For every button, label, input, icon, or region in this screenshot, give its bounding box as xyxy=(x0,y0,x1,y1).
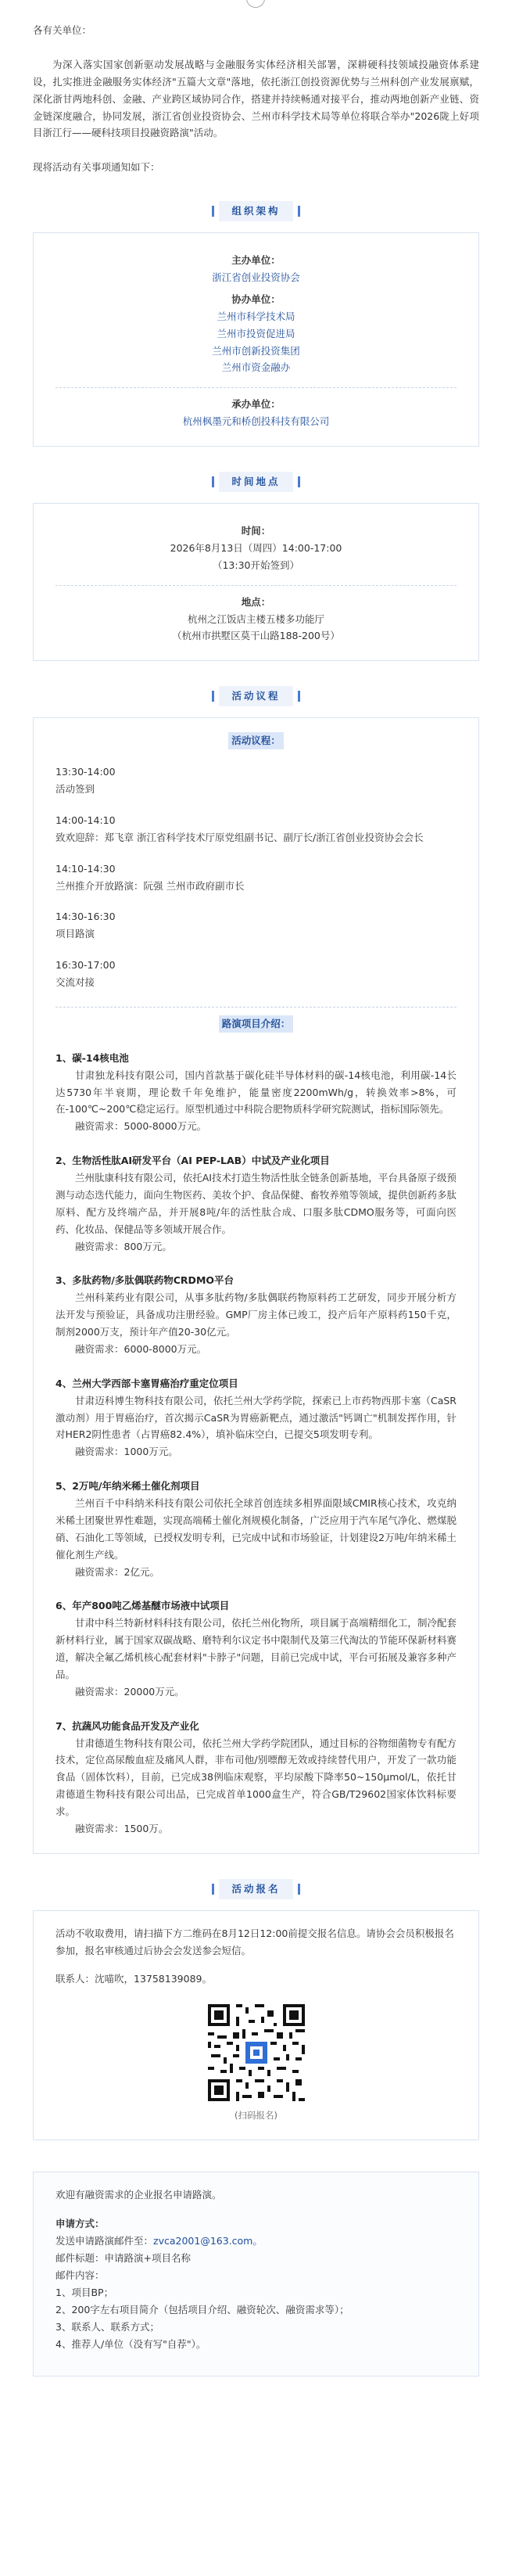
location-label: 地点： xyxy=(241,595,271,608)
agenda-time: 14:30-16:30 xyxy=(55,911,116,923)
notice-line: 现将活动有关事项通知如下： xyxy=(33,161,160,174)
agenda-desc: 致欢迎辞：郑飞章 浙江省科学技术厅原党组副书记、副厅长/浙江省创业投资协会会长 xyxy=(55,831,424,843)
agenda-sublabel: 活动议程： xyxy=(228,732,284,749)
project-demand: 融资需求：1500万。 xyxy=(75,1822,169,1834)
agenda-desc: 兰州推介开放路演：阮强 兰州市政府副市长 xyxy=(55,879,245,892)
title-tick-right xyxy=(298,691,300,702)
registration-box xyxy=(33,1910,479,2140)
divider xyxy=(55,387,457,388)
email-address[interactable]: zvca2001@163.com。 xyxy=(153,2235,263,2247)
project-item xyxy=(55,1718,457,1838)
agenda-item xyxy=(55,908,457,943)
project-title: 2、生物活性肽AI研发平台（AI PEP-LAB）中试及产业化项目 xyxy=(55,1155,330,1167)
section-organization-title xyxy=(0,201,512,221)
intro-paragraph: 为深入落实国家创新驱动发展战略与金融服务实体经济相关部署，深耕硬科技领域投融资体系建设，扎实推进金融服务实体经济"五篇大文章"落地，依托浙江创投资源优势与兰州科创产业发展禀赋，深化浙甘两地科创、金融、产业跨区域协同合作，搭建并持续畅通对接平台，推动两地创新产业链、资金链深度融合，协同发展，浙江省创业投资协会、兰州市科学技术局等单位将联合举办"2026陇上好项目浙江行——硬科技项目投融资路演"活动。 xyxy=(33,58,479,139)
agenda-item xyxy=(55,812,457,846)
project-body: 兰州科莱药业有限公司，从事多肽药物/多肽偶联药物原料药工艺研发，同步开展分析方法开发与预验证，具备成功注册经验。GMP厂房主体已竣工，投产后年产原料药150千克，制剂2000万支，预计年产值20-30亿元。 xyxy=(55,1292,457,1338)
email-content-item: 3、联系人、联系方式； xyxy=(55,2320,159,2333)
agenda-time: 13:30-14:00 xyxy=(55,766,116,778)
email-content-item: 4、推荐人/单位（没有写"自荐"）。 xyxy=(55,2337,206,2350)
divider xyxy=(55,1007,457,1008)
project-item xyxy=(55,1272,457,1357)
co-host-1: 兰州市科学技术局 xyxy=(217,310,295,322)
project-title: 4、兰州大学西部卡塞胃癌治疗重定位项目 xyxy=(55,1377,238,1389)
project-body: 兰州肽康科技有限公司，依托AI技术打造生物活性肽全链条创新基地，平台具备原子级预测与动态迭代能力，面向生物医药、美妆个护、食品保健、畜牧养殖等领域，提供创新药多肽原料、配方及终端产品，并开展8吨/年的活性肽合成、口服多肽CDMO服务等，可面向医药、化妆品、保健品等多领域开展合作。 xyxy=(55,1172,457,1235)
time-location-box xyxy=(33,503,479,661)
project-body: 甘肃独龙科技有限公司，国内首款基于碳化硅半导体材料的碳-14核电池，利用碳-14长达5730年半衰期，理论数千年免维护，能量密度2200mWh/g，转换效率>8%，可在-100℃~200℃稳定运行。原型机通过中科院合肥物质科学研究院测试，指标国际领先。 xyxy=(55,1069,457,1116)
agenda-time: 16:30-17:00 xyxy=(55,959,116,972)
greeting: 各有关单位： xyxy=(33,24,92,36)
project-item xyxy=(55,1597,457,1700)
project-body: 兰州百千中科纳米科技有限公司依托全球首创连续多相界面限域CMIR核心技术，攻克纳米稀土团聚世界性难题，实现高端稀土催化剂规模化制备，广泛应用于汽车尾气净化、燃煤脱硝、石油化工等领域，已授权发明专利，已完成中试和市场验证，计划建设2万吨/年纳米稀土催化剂生产线。 xyxy=(55,1497,457,1561)
registration-text: 活动不收取费用，请扫描下方二维码在8月12日12:00前提交报名信息。请协会会员积极报名参加，报名审核通过后协会会发送参会短信。 xyxy=(55,1927,454,1956)
qr-code-icon[interactable] xyxy=(205,2001,308,2104)
divider xyxy=(55,585,457,586)
agenda-desc: 项目路演 xyxy=(55,928,95,940)
co-host-label: 协办单位： xyxy=(231,293,281,305)
organization-box xyxy=(33,232,479,447)
project-body: 甘肃中科兰特新材料科技有限公司，依托兰州化物所，项目属于高端精细化工，制冷配套新材料行业，属于国家双碳战略、磨特利尔议定书中限制代及第三代淘汰的节能环保新材料赛道，解决全氟乙烯机核心配套材料"卡脖子"问题，目前已完成中试，平台可拓展及兼容多种产品。 xyxy=(55,1617,457,1680)
agenda-desc: 活动签到 xyxy=(55,783,95,795)
section-agenda-title xyxy=(0,686,512,706)
title-tick-right xyxy=(298,476,300,487)
project-demand: 融资需求：6000-8000万元。 xyxy=(75,1342,207,1355)
location-address: （杭州市拱墅区莫干山路188-200号） xyxy=(172,630,340,642)
project-item xyxy=(55,1478,457,1580)
apply-method-title: 申请方式： xyxy=(55,2218,105,2230)
organizer-name: 杭州枫墨元和桥创投科技有限公司 xyxy=(182,415,330,428)
project-demand: 融资需求：20000万元。 xyxy=(75,1685,184,1698)
projects-sublabel: 路演项目介绍： xyxy=(219,1015,294,1033)
host-label: 主办单位： xyxy=(231,254,281,267)
project-title: 5、2万吨/年纳米稀土催化剂项目 xyxy=(55,1480,200,1493)
co-host-2: 兰州市投资促进局 xyxy=(217,327,295,340)
project-title: 1、碳-14核电池 xyxy=(55,1051,129,1064)
email-subject: 邮件标题：申请路演+项目名称 xyxy=(55,2252,191,2265)
title-tick-left xyxy=(212,1884,214,1895)
email-prefix: 发送申请路演邮件至： xyxy=(55,2235,154,2247)
agenda-box xyxy=(33,717,479,1854)
project-demand: 融资需求：1000万元。 xyxy=(75,1446,178,1458)
qr-caption: (扫码报名) xyxy=(235,2110,277,2122)
co-host-4: 兰州市资金融办 xyxy=(221,361,291,374)
project-item xyxy=(55,1375,457,1460)
contact-line: 联系人：沈喵吹，13758139089。 xyxy=(55,1972,212,1985)
project-title: 7、抗蔬风功能食品开发及产业化 xyxy=(55,1719,199,1732)
project-item xyxy=(55,1152,457,1255)
section-registration-title xyxy=(0,1879,512,1899)
host-name: 浙江省创业投资协会 xyxy=(212,271,300,283)
co-host-3: 兰州市创新投资集团 xyxy=(212,344,300,357)
title-tick-left xyxy=(212,691,214,702)
welcome-text: 欢迎有融资需求的企业报名申请路演。 xyxy=(55,2188,222,2201)
section-label: 时间地点 xyxy=(219,472,292,492)
email-content-item: 2、200字左右项目简介（包括项目介绍、融资轮次、融资需求等）； xyxy=(55,2303,349,2316)
application-box xyxy=(33,2172,479,2377)
project-demand: 融资需求：2亿元。 xyxy=(75,1565,159,1578)
agenda-desc: 交流对接 xyxy=(55,976,95,988)
time-label: 时间： xyxy=(241,525,271,537)
project-title: 3、多肽药物/多肽偶联药物CRDMO平台 xyxy=(55,1274,235,1287)
agenda-time: 14:00-14:10 xyxy=(55,814,116,826)
title-tick-left xyxy=(212,476,214,487)
project-demand: 融资需求：5000-8000万元。 xyxy=(75,1120,207,1133)
time-value: 2026年8月13日（周四）14:00-17:00 xyxy=(170,541,342,554)
location-name: 杭州之江饭店主楼五楼多功能厅 xyxy=(187,613,324,625)
project-body: 甘肃德道生物科技有限公司，依托兰州大学药学院团队，通过目标的谷物细菌物专有配方技术，定位高尿酸血症及痛风人群，非布司他/别嘌醇无效或持续替代用户，开发了一款功能食品（固体饮料），目前，已完成38例临床观察，平均尿酸下降率50~150μmol/L，依托甘肃德道生物科技有限公司出品，已完成首单1000盒生产，符合GB/T29602国家体饮料标要求。 xyxy=(55,1737,457,1817)
agenda-item xyxy=(55,957,457,991)
agenda-time: 14:10-14:30 xyxy=(55,862,116,875)
agenda-item xyxy=(55,763,457,798)
project-item xyxy=(55,1050,457,1135)
title-tick-right xyxy=(298,1884,300,1895)
time-note: （13:30开始签到） xyxy=(212,559,300,571)
section-time-title xyxy=(0,472,512,492)
agenda-item xyxy=(55,860,457,895)
organizer-label: 承办单位： xyxy=(231,398,281,411)
title-tick-right xyxy=(298,206,300,217)
email-line xyxy=(55,2233,457,2250)
section-label: 组织架构 xyxy=(219,201,292,221)
section-label: 活动报名 xyxy=(219,1879,292,1899)
title-tick-left xyxy=(212,206,214,217)
qr-area xyxy=(55,2001,457,2123)
section-label: 活动议程 xyxy=(219,686,292,706)
email-contents-label: 邮件内容： xyxy=(55,2269,105,2281)
project-body: 甘肃迈科博生物科技有限公司，依托兰州大学药学院，探索已上市药物西那卡塞（CaSR激动剂）用于胃癌治疗，首次揭示CaSR为胃癌新靶点，通过激活"钙调亡"机制发挥作用，针对HER2阴性患者（占胃癌82.4%），填补临床空白，已提交5项发明专利。 xyxy=(55,1394,457,1441)
project-title: 6、年产800吨乙烯基醚市场液中试项目 xyxy=(55,1600,230,1612)
project-demand: 融资需求：800万元。 xyxy=(75,1240,172,1252)
email-content-item: 1、项目BP； xyxy=(55,2286,114,2298)
